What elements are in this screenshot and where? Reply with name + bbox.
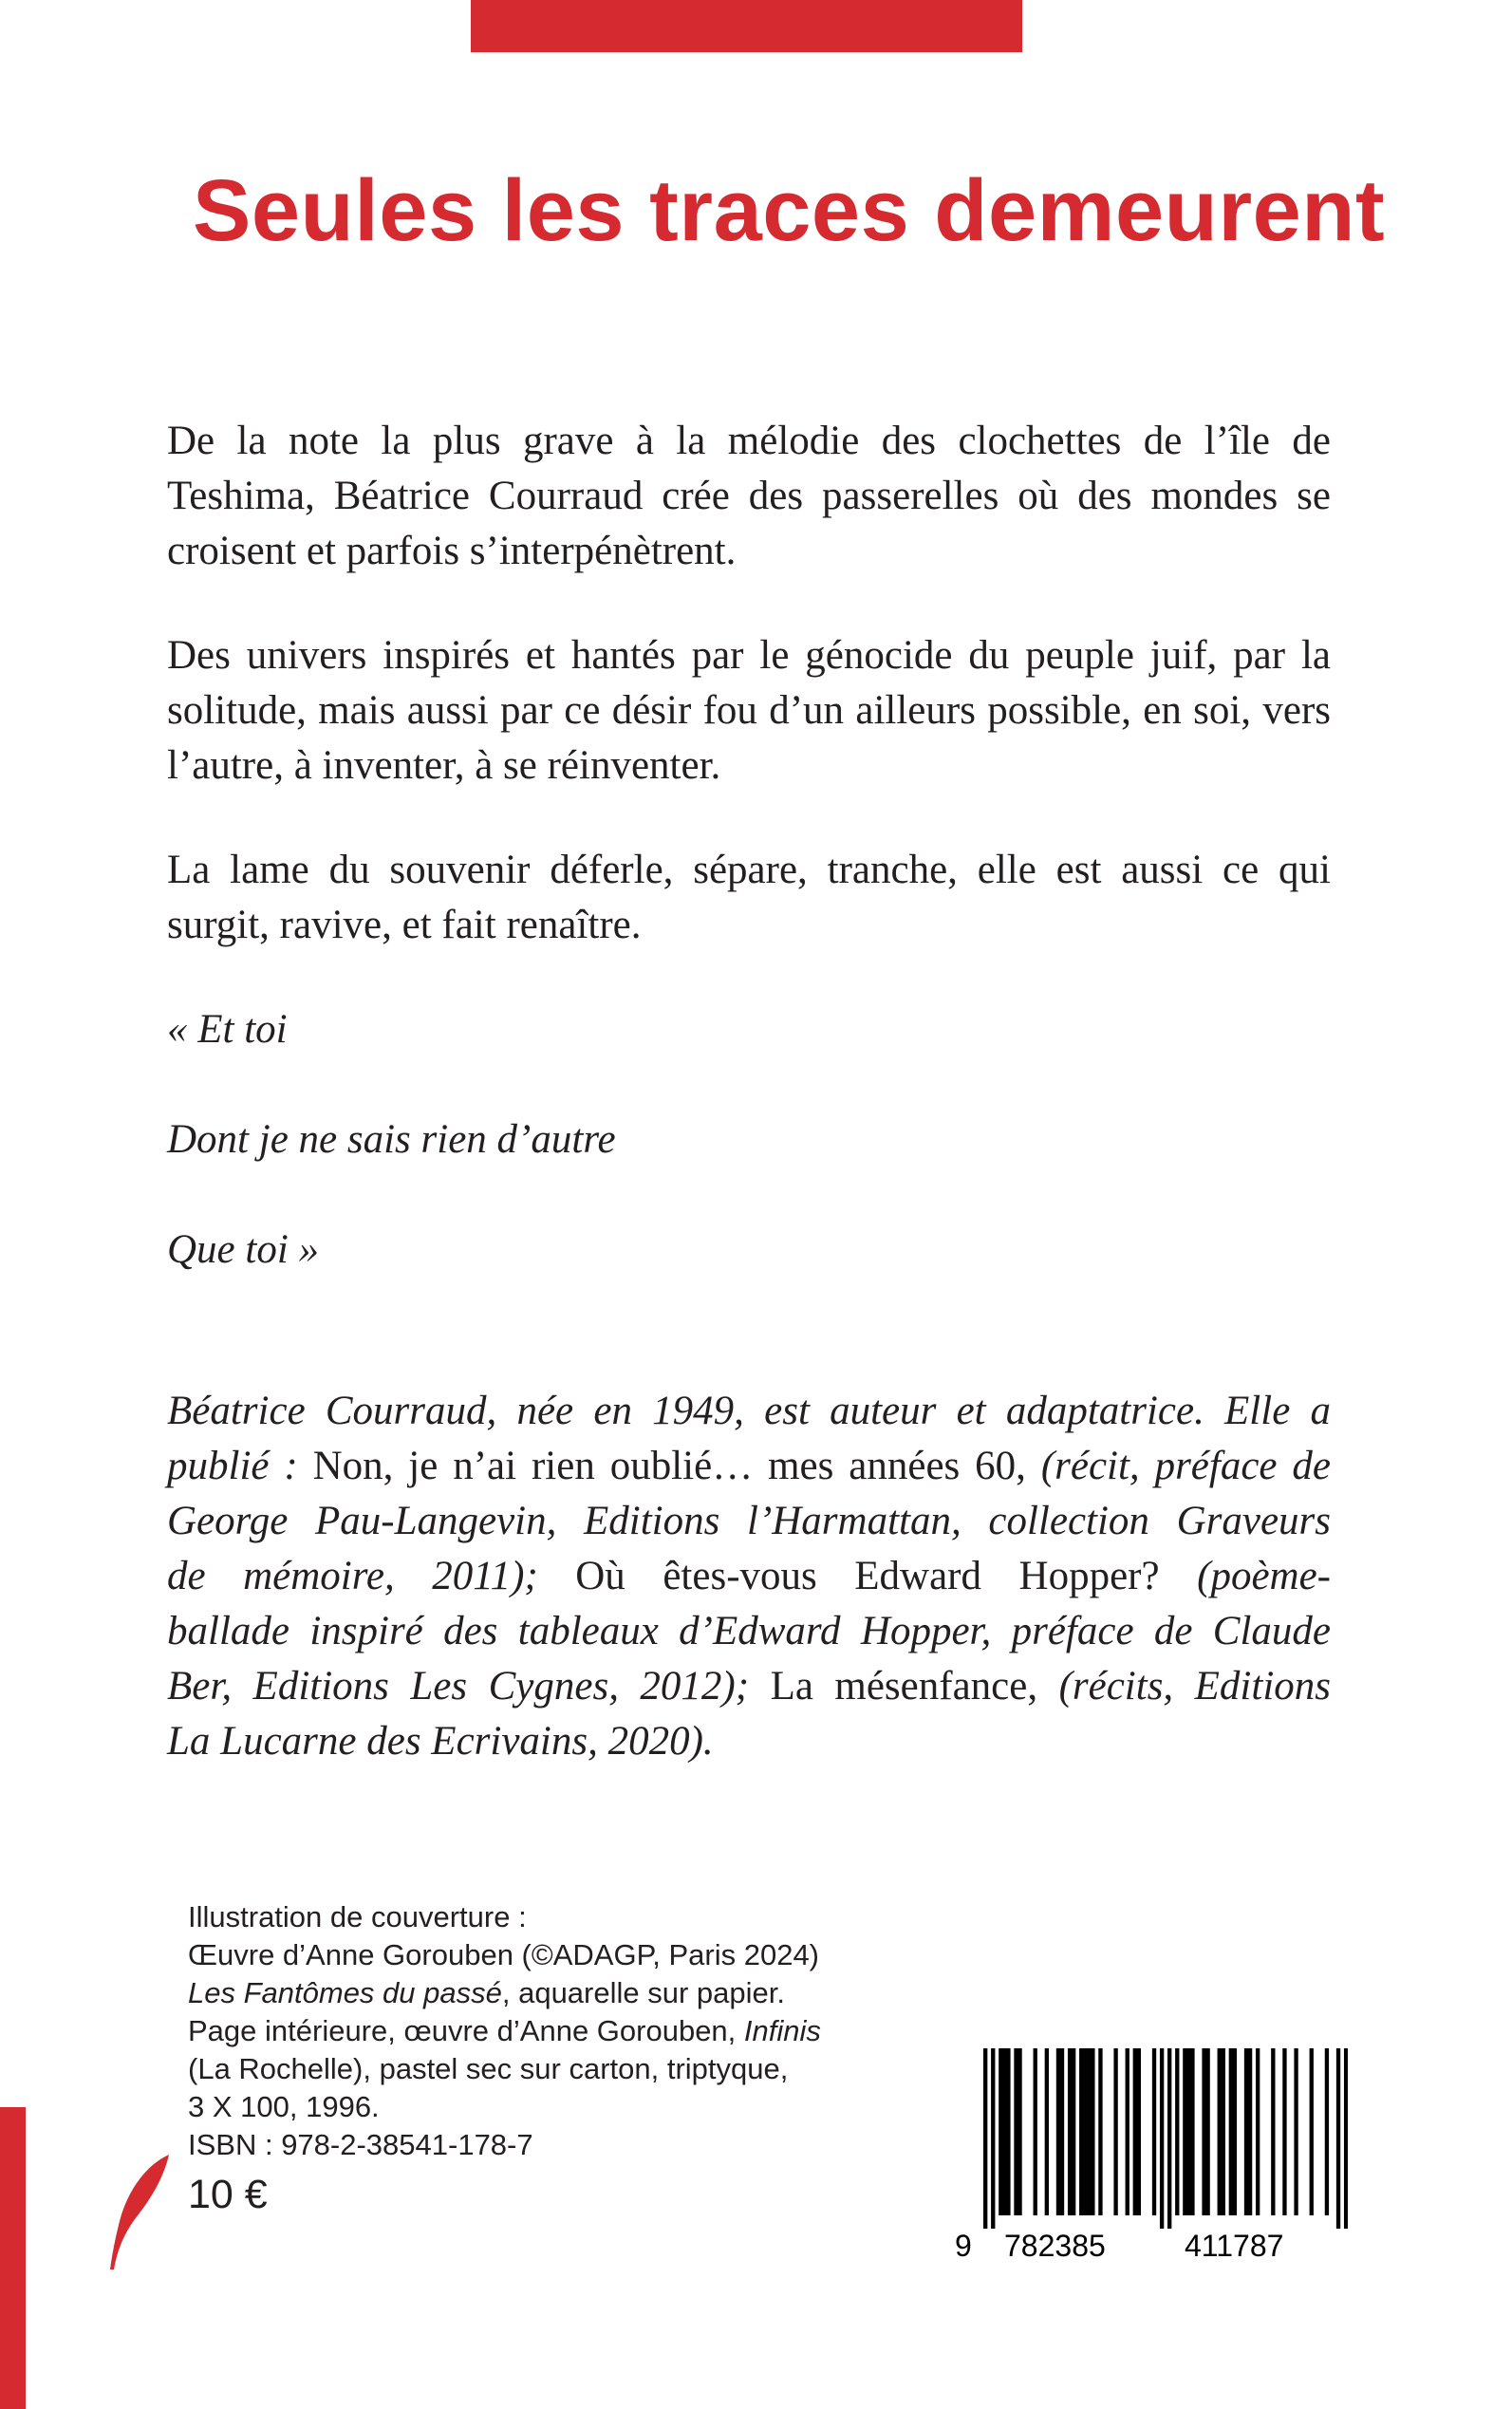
blurb-paragraph-3: La lame du souvenir déferle, sépare, tranche, elle est aussi ce qui surgit, ravive, et fait renaître.: [167, 848, 1331, 947]
barcode-bar: [1244, 2048, 1248, 2215]
barcode-bar: [1126, 2048, 1129, 2215]
barcode-bar: [1072, 2048, 1075, 2215]
barcode-bar: [1294, 2048, 1297, 2215]
barcode-bar: [1205, 2048, 1209, 2215]
verse-line-1: « Et toi: [167, 1007, 288, 1052]
barcode-bar: [1233, 2048, 1237, 2215]
barcode-group-2: 411787: [1185, 2229, 1284, 2263]
barcode-bar: [1229, 2048, 1233, 2215]
credits-line-3: [188, 1974, 909, 2012]
bio-book-title-2: Où êtes-vous Edward Hopper?: [537, 1554, 1198, 1598]
blurb: [167, 414, 1331, 1278]
barcode-bar: [1186, 2048, 1190, 2215]
barcode-bar: [1068, 2048, 1072, 2215]
barcode-bar: [999, 2048, 1002, 2215]
barcode-bar: [1160, 2048, 1164, 2229]
credits-line-5: (La Rochelle), pastel sec sur carton, triptyque,: [188, 2052, 789, 2085]
bio-line-3: George Pau-Langevin, Editions l’Harmattan, collection Graveurs: [167, 1499, 1331, 1543]
verse-line-2: Dont je ne sais rien d’autre: [167, 1117, 616, 1162]
barcode-bar: [1190, 2048, 1194, 2215]
top-red-band: [471, 0, 1022, 52]
barcode-bar: [1014, 2048, 1017, 2215]
barcode-bar: [1083, 2048, 1087, 2215]
credits-line-6: 3 X 100, 1996.: [188, 2090, 380, 2123]
barcode-bar: [1152, 2048, 1156, 2215]
credits-line-1: Illustration de couverture :: [188, 1900, 527, 1933]
barcode-bar: [1183, 2048, 1186, 2215]
barcode-bar: [1006, 2048, 1010, 2215]
barcode-bar: [1045, 2048, 1049, 2215]
barcode-bar: [1137, 2048, 1141, 2215]
barcode-bar: [1310, 2048, 1314, 2215]
bio-line-1: Béatrice Courraud, née en 1949, est auteur et adaptatrice. Elle a: [167, 1389, 1331, 1433]
barcode-bar: [1218, 2048, 1222, 2215]
barcode-bar: [1256, 2048, 1260, 2215]
blurb-paragraph-1: De la note la plus grave à la mélodie des clochettes de l’île de Teshima, Béatrice Courraud crée des passerelles où des mondes se croisent et parfois s’interpénètrent.: [167, 419, 1331, 573]
barcode-bar: [1079, 2048, 1083, 2215]
credits-line-2: Œuvre d’Anne Gorouben (©ADAGP, Paris 2024): [188, 1938, 820, 1971]
verse-line-3: Que toi »: [167, 1227, 320, 1272]
barcode-group-1: 782385: [1004, 2229, 1106, 2263]
barcode-bar: [1336, 2048, 1340, 2229]
barcode-bar: [1282, 2048, 1286, 2215]
barcode-bar: [1113, 2048, 1117, 2215]
barcode-bar: [1325, 2048, 1329, 2215]
artwork-title-2: Infinis: [743, 2014, 821, 2047]
bio-line-6c: (récits, Editions: [1058, 1664, 1332, 1709]
barcode-bar: [1034, 2048, 1037, 2215]
barcode-bar: [1087, 2048, 1091, 2215]
barcode-bar: [991, 2048, 995, 2229]
artwork-title: Les Fantômes du passé: [188, 1976, 502, 2009]
credits-line-4: [188, 2012, 909, 2050]
bio-line-2c: (récit, préface de: [1040, 1444, 1331, 1488]
barcode-bar: [1133, 2048, 1137, 2215]
book-title: Seules les traces demeurent: [193, 162, 1386, 259]
credits-line-4a: Page intérieure, œuvre d’Anne Gorouben,: [188, 2014, 744, 2047]
barcode-bar: [1248, 2048, 1252, 2215]
bio-line-4a: de mémoire, 2011);: [167, 1554, 538, 1598]
price: 10 €: [188, 2172, 268, 2217]
barcode-bar: [983, 2048, 987, 2229]
bio-line-4c: (poème-: [1197, 1554, 1331, 1598]
barcode-bar: [1202, 2048, 1205, 2215]
bio-line-2a: publié :: [167, 1444, 298, 1488]
bio-line-5: ballade inspiré des tableaux d’Edward Hopper, préface de Claude: [167, 1609, 1331, 1653]
barcode-bar: [1002, 2048, 1006, 2215]
barcode-bar: [1056, 2048, 1060, 2215]
barcode-bar: [1344, 2048, 1348, 2229]
barcode-bar: [1098, 2048, 1102, 2215]
barcode-bar: [1167, 2048, 1171, 2229]
bio-book-title-1: Non, je n’ai rien oublié… mes années 60,: [297, 1444, 1041, 1488]
barcode-bar: [1271, 2048, 1275, 2215]
author-bio: [167, 1384, 1331, 1769]
barcode-bar: [1060, 2048, 1064, 2215]
barcode-bar: [1175, 2048, 1179, 2215]
isbn: ISBN : 978-2-38541-178-7: [188, 2128, 533, 2161]
barcode-bar: [1091, 2048, 1094, 2215]
credits-line-3b: , aquarelle sur papier.: [501, 1976, 785, 2009]
blurb-paragraph-2: Des univers inspirés et hantés par le génocide du peuple juif, par la solitude, mais aussi par ce désir fou d’un ailleurs possible, en soi, vers l’autre, à inventer, à se réinventer.: [167, 633, 1331, 788]
barcode-bar: [1017, 2048, 1021, 2215]
cover-credits: [188, 1898, 909, 2221]
barcode-first-digit: 9: [955, 2229, 972, 2263]
barcode-bar: [1222, 2048, 1225, 2215]
barcode-icon: [983, 2048, 1348, 2229]
feather-logo-icon: [106, 2153, 173, 2271]
bio-book-title-3: La mésenfance,: [749, 1664, 1059, 1709]
left-red-band: [0, 2107, 26, 2409]
bio-line-6a: Ber, Editions Les Cygnes, 2012);: [167, 1664, 750, 1709]
bio-line-7: La Lucarne des Ecrivains, 2020).: [167, 1719, 714, 1764]
